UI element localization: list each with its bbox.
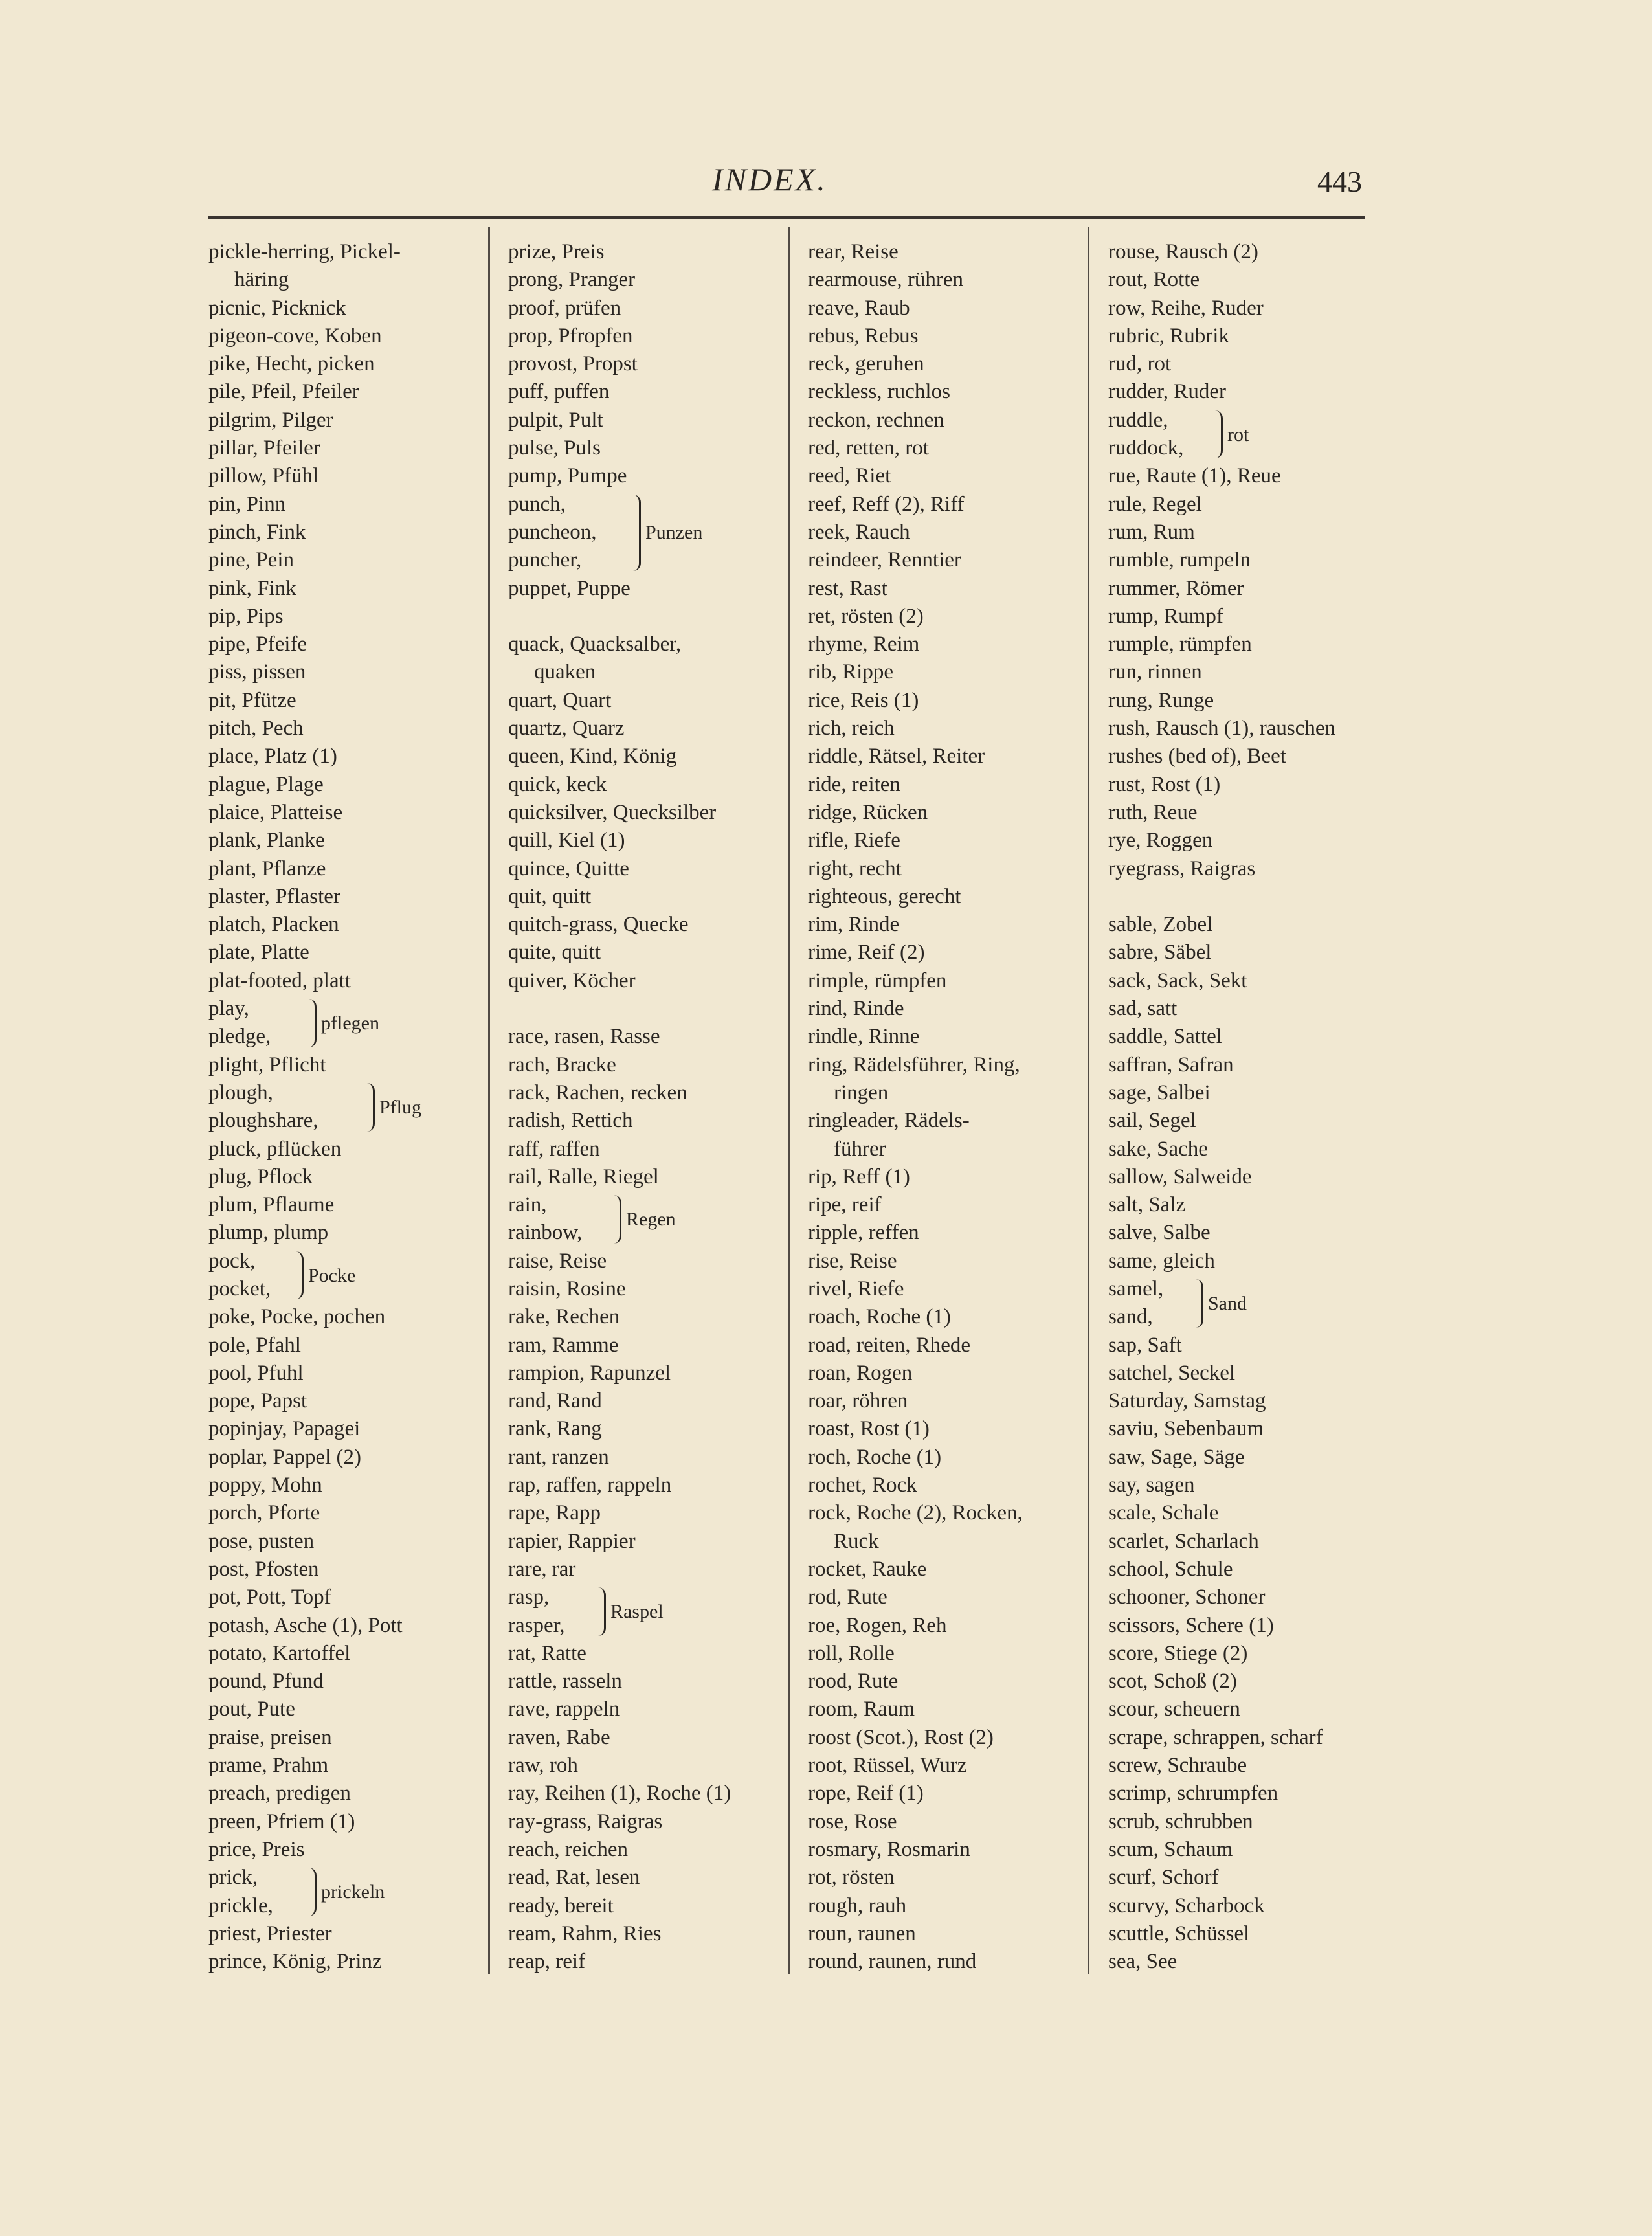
index-entry: run, rinnen: [1108, 660, 1202, 684]
index-entry: pluck, pflücken: [208, 1137, 342, 1161]
index-entry: saviu, Sebenbaum: [1108, 1417, 1264, 1441]
index-entry: sake, Sache: [1108, 1137, 1208, 1161]
index-entry: rifle, Riefe: [808, 829, 900, 853]
index-entry: rudder, Ruder: [1108, 380, 1226, 404]
index-entry: rhyme, Reim: [808, 632, 920, 656]
bracket-group-word: rain,: [508, 1193, 547, 1217]
index-entry: preen, Pfriem (1): [208, 1809, 355, 1833]
bracket-group: [508, 1583, 793, 1640]
index-entry: ridge, Rücken: [808, 800, 928, 824]
index-entry: pitch, Pech: [208, 717, 304, 741]
curly-brace: [1192, 1279, 1203, 1328]
index-entry: pulpit, Pult: [508, 408, 603, 432]
index-entry: sap, Saft: [1108, 1333, 1182, 1357]
index-entry: reck, geruhen: [808, 352, 924, 376]
index-entry: quite, quitt: [508, 941, 601, 965]
index-entry: pot, Pott, Topf: [208, 1585, 331, 1609]
index-entry: score, Stiege (2): [1108, 1641, 1248, 1665]
index-entry: roar, röhren: [808, 1389, 908, 1413]
index-entry: rant, ranzen: [508, 1445, 609, 1469]
index-entry: raisin, Rosine: [508, 1277, 626, 1301]
index-entry: plaster, Pflaster: [208, 884, 340, 908]
index-entry: rust, Rost (1): [1108, 772, 1221, 796]
index-entry-continuation: häring: [234, 268, 289, 292]
index-entry: row, Reihe, Ruder: [1108, 296, 1264, 320]
index-entry: roast, Rost (1): [808, 1417, 930, 1441]
curly-brace: [306, 999, 317, 1047]
index-entry: reave, Raub: [808, 296, 910, 320]
index-entry: rind, Rinde: [808, 997, 904, 1021]
index-entry: raise, Reise: [508, 1249, 607, 1273]
index-entry: rapier, Rappier: [508, 1529, 636, 1553]
index-entry: pound, Pfund: [208, 1670, 324, 1694]
index-entry: pope, Papst: [208, 1389, 307, 1413]
index-column-4: [1108, 238, 1393, 1976]
index-entry: ruth, Reue: [1108, 800, 1198, 824]
index-entry: sallow, Salweide: [1108, 1165, 1252, 1189]
bracket-group: [1108, 1275, 1393, 1332]
curly-brace: [595, 1587, 606, 1636]
index-entry: pipe, Pfeife: [208, 632, 307, 656]
index-entry: rice, Reis (1): [808, 688, 919, 712]
index-entry: school, Schule: [1108, 1557, 1233, 1581]
index-entry: quiver, Köcher: [508, 968, 636, 992]
index-entry: rod, Rute: [808, 1585, 887, 1609]
index-entry: prince, König, Prinz: [208, 1950, 382, 1974]
index-entry: satchel, Seckel: [1108, 1361, 1236, 1385]
index-entry: rye, Roggen: [1108, 829, 1213, 853]
index-entry: quart, Quart: [508, 688, 612, 712]
index-entry: scarlet, Scharlach: [1108, 1529, 1259, 1553]
bracket-group: [508, 1191, 793, 1247]
index-entry: poplar, Pappel (2): [208, 1445, 362, 1469]
index-entry: rime, Reif (2): [808, 941, 925, 965]
index-entry: plum, Pflaume: [208, 1193, 335, 1217]
index-entry: ray-grass, Raigras: [508, 1809, 663, 1833]
bracket-group-shared: Sand: [1208, 1292, 1247, 1314]
index-entry: potash, Asche (1), Pott: [208, 1613, 403, 1637]
index-entry: pinch, Fink: [208, 520, 306, 544]
index-entry: plaice, Platteise: [208, 800, 343, 824]
index-entry: rand, Rand: [508, 1389, 602, 1413]
index-entry: priest, Priester: [208, 1921, 332, 1945]
index-entry: ram, Ramme: [508, 1333, 619, 1357]
bracket-group-word: puncheon,: [508, 520, 597, 544]
index-entry: pile, Pfeil, Pfeiler: [208, 380, 359, 404]
index-entry: rummer, Römer: [1108, 576, 1244, 600]
index-entry: popinjay, Papagei: [208, 1417, 361, 1441]
index-entry: quicksilver, Quecksilber: [508, 800, 717, 824]
index-entry: quince, Quitte: [508, 856, 629, 880]
index-entry: scurvy, Scharbock: [1108, 1894, 1265, 1917]
letter-gap: [508, 995, 793, 1023]
index-entry: rach, Bracke: [508, 1053, 616, 1077]
bracket-group-shared: pflegen: [321, 1012, 379, 1034]
index-entry: ripple, reffen: [808, 1221, 919, 1245]
index-entry: road, reiten, Rhede: [808, 1333, 971, 1357]
index-entry: pit, Pfütze: [208, 688, 296, 712]
index-entry: raff, raffen: [508, 1137, 600, 1161]
index-entry: rindle, Rinne: [808, 1025, 920, 1049]
index-entry: rocket, Rauke: [808, 1557, 927, 1581]
index-entry: scrape, schrappen, scharf: [1108, 1725, 1323, 1749]
index-entry: rank, Rang: [508, 1417, 602, 1441]
index-entry: quitch-grass, Quecke: [508, 913, 689, 937]
curly-brace: [630, 495, 641, 571]
index-entry: ripe, reif: [808, 1193, 882, 1217]
index-entry: pillar, Pfeiler: [208, 436, 320, 460]
index-entry: plague, Plage: [208, 772, 324, 796]
index-entry: same, gleich: [1108, 1249, 1215, 1273]
bracket-group-shared: rot: [1227, 423, 1249, 445]
index-entry: rattle, rasseln: [508, 1670, 622, 1694]
index-entry: plug, Pflock: [208, 1165, 313, 1189]
index-entry: poke, Pocke, pochen: [208, 1305, 386, 1329]
index-entry: red, retten, rot: [808, 436, 929, 460]
index-entry: price, Preis: [208, 1837, 305, 1861]
index-entry: rivel, Riefe: [808, 1277, 904, 1301]
index-entry: scale, Schale: [1108, 1501, 1219, 1525]
index-entry: rot, rösten: [808, 1866, 895, 1890]
bracket-group-shared: Regen: [626, 1209, 676, 1231]
index-entry: poppy, Mohn: [208, 1473, 322, 1497]
index-entry: reindeer, Renntier: [808, 548, 961, 572]
index-entry: read, Rat, lesen: [508, 1866, 640, 1890]
index-entry: round, raunen, rund: [808, 1950, 977, 1974]
index-entry-continuation: ringen: [834, 1080, 889, 1104]
index-entry: race, rasen, Rasse: [508, 1025, 660, 1049]
index-entry: rich, reich: [808, 717, 895, 741]
index-entry: raven, Rabe: [508, 1725, 610, 1749]
index-entry: pout, Pute: [208, 1697, 295, 1721]
index-entry-continuation: Ruck: [834, 1529, 879, 1553]
index-entry: rump, Rumpf: [1108, 604, 1223, 628]
index-entry: riddle, Rätsel, Reiter: [808, 744, 985, 768]
index-entry: salve, Salbe: [1108, 1221, 1211, 1245]
index-entry-continuation: führer: [834, 1137, 886, 1161]
index-entry: pilgrim, Pilger: [208, 408, 333, 432]
index-entry: plump, plump: [208, 1221, 329, 1245]
index-entry: rearmouse, rühren: [808, 268, 964, 292]
bracket-group: [208, 1079, 493, 1135]
index-entry: rimple, rümpfen: [808, 968, 947, 992]
bracket-group-shared: prickeln: [321, 1881, 385, 1903]
index-entry: rosmary, Rosmarin: [808, 1837, 970, 1861]
index-entry: rat, Ratte: [508, 1641, 586, 1665]
bracket-group-word: rasp,: [508, 1585, 550, 1609]
index-entry: root, Rüssel, Wurz: [808, 1754, 967, 1778]
index-entry: rung, Runge: [1108, 688, 1214, 712]
letter-gap: [1108, 883, 1393, 911]
index-entry: pose, pusten: [208, 1529, 315, 1553]
index-entry: saw, Sage, Säge: [1108, 1445, 1245, 1469]
curly-brace: [1212, 410, 1223, 459]
index-entry: saffran, Safran: [1108, 1053, 1234, 1077]
index-entry: rear, Reise: [808, 240, 899, 263]
index-entry: rock, Roche (2), Rocken,: [808, 1501, 1023, 1525]
index-entry: quartz, Quarz: [508, 717, 625, 741]
index-column-3: [808, 238, 1093, 1976]
index-entry: radish, Rettich: [508, 1109, 633, 1133]
index-entry: raw, roh: [508, 1754, 578, 1778]
index-entry: rape, Rapp: [508, 1501, 601, 1525]
index-entry: reed, Riet: [808, 464, 891, 488]
index-entry: pump, Pumpe: [508, 464, 627, 488]
index-entry: pin, Pinn: [208, 492, 286, 516]
index-entry: right, recht: [808, 856, 902, 880]
bracket-group-word: ruddock,: [1108, 436, 1184, 460]
index-entry: puff, puffen: [508, 380, 610, 404]
index-entry: pulse, Puls: [508, 436, 601, 460]
index-entry: righteous, gerecht: [808, 884, 961, 908]
bracket-group-word: puncher,: [508, 548, 582, 572]
index-entry: prize, Preis: [508, 240, 605, 263]
index-entry: rochet, Rock: [808, 1473, 917, 1497]
index-entry: ryegrass, Raigras: [1108, 856, 1256, 880]
index-entry: roun, raunen: [808, 1921, 916, 1945]
bracket-group-word: sand,: [1108, 1305, 1153, 1329]
index-entry: pickle-herring, Pickel-: [208, 240, 401, 263]
curly-brace: [610, 1195, 621, 1244]
index-entry: rail, Ralle, Riegel: [508, 1165, 659, 1189]
index-entry: schooner, Schoner: [1108, 1585, 1266, 1609]
index-entry: scurf, Schorf: [1108, 1866, 1219, 1890]
index-entry: reckless, ruchlos: [808, 380, 950, 404]
bracket-group-word: samel,: [1108, 1277, 1164, 1301]
index-entry: rule, Regel: [1108, 492, 1202, 516]
bracket-group: [508, 491, 793, 575]
index-entry: reef, Reff (2), Riff: [808, 492, 965, 516]
index-entry: pink, Fink: [208, 576, 296, 600]
index-entry: rip, Reff (1): [808, 1165, 910, 1189]
index-entry: rebus, Rebus: [808, 324, 919, 348]
index-entry: potato, Kartoffel: [208, 1641, 351, 1665]
index-entry: rue, Raute (1), Reue: [1108, 464, 1281, 488]
index-entry: rise, Reise: [808, 1249, 897, 1273]
index-entry: rampion, Rapunzel: [508, 1361, 671, 1385]
bracket-group-word: rasper,: [508, 1613, 565, 1637]
index-entry: rib, Rippe: [808, 660, 893, 684]
bracket-group-word: pledge,: [208, 1025, 271, 1049]
curly-brace: [306, 1868, 317, 1916]
page-header: [207, 161, 1372, 212]
index-entry: roch, Roche (1): [808, 1445, 942, 1469]
index-entry: proof, prüfen: [508, 296, 621, 320]
index-entry: pip, Pips: [208, 604, 284, 628]
index-entry: ret, rösten (2): [808, 604, 924, 628]
index-entry: rumple, rümpfen: [1108, 632, 1252, 656]
index-entry: ream, Rahm, Ries: [508, 1921, 662, 1945]
index-entry: roost (Scot.), Rost (2): [808, 1725, 994, 1749]
bracket-group-shared: Raspel: [610, 1601, 664, 1623]
index-column-1: [208, 238, 493, 1976]
index-entry: Saturday, Samstag: [1108, 1389, 1266, 1413]
index-entry: sable, Zobel: [1108, 913, 1213, 937]
bracket-group-word: prickle,: [208, 1894, 273, 1917]
index-entry: rubric, Rubrik: [1108, 324, 1229, 348]
index-entry: rouse, Rausch (2): [1108, 240, 1258, 263]
index-entry: pine, Pein: [208, 548, 294, 572]
index-entry: ray, Reihen (1), Roche (1): [508, 1782, 731, 1806]
letter-gap: [508, 603, 793, 631]
index-entry: rush, Rausch (1), rauschen: [1108, 717, 1335, 741]
index-entry: rum, Rum: [1108, 520, 1195, 544]
bracket-group-word: punch,: [508, 492, 566, 516]
index-entry: pool, Pfuhl: [208, 1361, 304, 1385]
index-entry: reap, reif: [508, 1950, 586, 1974]
bracket-group-word: pock,: [208, 1249, 256, 1273]
index-entry: sage, Salbei: [1108, 1080, 1211, 1104]
index-entry: plate, Platte: [208, 941, 309, 965]
index-entry: rope, Reif (1): [808, 1782, 924, 1806]
index-entry: ring, Rädelsführer, Ring,: [808, 1053, 1020, 1077]
index-entry: roe, Rogen, Reh: [808, 1613, 947, 1637]
index-entry: rout, Rotte: [1108, 268, 1200, 292]
index-entry: rood, Rute: [808, 1670, 899, 1694]
index-entry-continuation: quaken: [534, 660, 596, 684]
index-entry: rap, raffen, rappeln: [508, 1473, 672, 1497]
index-entry: picnic, Picknick: [208, 296, 346, 320]
index-entry: saddle, Sattel: [1108, 1025, 1222, 1049]
curly-brace: [364, 1083, 375, 1132]
index-entry: screw, Schraube: [1108, 1754, 1247, 1778]
bracket-group-word: rainbow,: [508, 1221, 583, 1245]
index-entry: rough, rauh: [808, 1894, 907, 1917]
index-entry: rose, Rose: [808, 1809, 897, 1833]
index-entry: scrub, schrubben: [1108, 1809, 1253, 1833]
index-entry: roach, Roche (1): [808, 1305, 951, 1329]
index-entry: rave, rappeln: [508, 1697, 620, 1721]
index-entry: scum, Schaum: [1108, 1837, 1233, 1861]
index-entry: ride, reiten: [808, 772, 900, 796]
index-entry: queen, Kind, König: [508, 744, 677, 768]
index-entry: sail, Segel: [1108, 1109, 1196, 1133]
index-entry: sack, Sack, Sekt: [1108, 968, 1247, 992]
bracket-group-shared: Punzen: [645, 521, 703, 543]
index-entry: salt, Salz: [1108, 1193, 1186, 1217]
index-entry: rud, rot: [1108, 352, 1172, 376]
index-entry: pike, Hecht, picken: [208, 352, 375, 376]
bracket-group-shared: Pflug: [379, 1096, 422, 1118]
index-entry: ringleader, Rädels-: [808, 1109, 970, 1133]
index-column-2: [508, 238, 793, 1976]
index-entry: reek, Rauch: [808, 520, 910, 544]
index-entry: pigeon-cove, Koben: [208, 324, 382, 348]
bracket-group-word: ploughshare,: [208, 1109, 318, 1133]
index-entry: quill, Kiel (1): [508, 829, 625, 853]
index-entry: platch, Placken: [208, 913, 339, 937]
index-entry: rim, Rinde: [808, 913, 900, 937]
index-entry: ready, bereit: [508, 1894, 614, 1917]
index-entry: scour, scheuern: [1108, 1697, 1240, 1721]
index-entry: rare, rar: [508, 1557, 576, 1581]
index-entry: roan, Rogen: [808, 1361, 913, 1385]
curly-brace: [293, 1251, 304, 1300]
index-entry: preach, predigen: [208, 1782, 351, 1806]
index-entry: post, Pfosten: [208, 1557, 319, 1581]
index-entry: place, Platz (1): [208, 744, 337, 768]
bracket-group-word: plough,: [208, 1080, 273, 1104]
index-entry: pole, Pfahl: [208, 1333, 301, 1357]
index-entry: reach, reichen: [508, 1837, 629, 1861]
bracket-group: [208, 1247, 493, 1304]
index-entry: scot, Schoß (2): [1108, 1670, 1237, 1694]
index-entry: praise, preisen: [208, 1725, 332, 1749]
index-entry: rack, Rachen, recken: [508, 1080, 687, 1104]
index-entry: provost, Propst: [508, 352, 638, 376]
bracket-group-shared: Pocke: [308, 1264, 356, 1286]
header-rule: [208, 216, 1365, 219]
index-entry: prong, Pranger: [508, 268, 636, 292]
index-entry: prame, Prahm: [208, 1754, 329, 1778]
index-entry: prop, Pfropfen: [508, 324, 633, 348]
index-entry: sad, satt: [1108, 997, 1178, 1021]
index-entry: pillow, Pfühl: [208, 464, 319, 488]
bracket-group: [208, 1864, 493, 1920]
index-entry: piss, pissen: [208, 660, 306, 684]
index-entry: plight, Pflicht: [208, 1053, 326, 1077]
bracket-group-word: play,: [208, 997, 249, 1021]
index-entry: quick, keck: [508, 772, 607, 796]
index-entry: puppet, Puppe: [508, 576, 631, 600]
bracket-group-word: pocket,: [208, 1277, 271, 1301]
index-entry: plank, Planke: [208, 829, 325, 853]
index-entry: plat-footed, platt: [208, 968, 351, 992]
index-entry: rest, Rast: [808, 576, 887, 600]
index-entry: room, Raum: [808, 1697, 915, 1721]
index-entry: reckon, rechnen: [808, 408, 944, 432]
bracket-group-word: ruddle,: [1108, 408, 1168, 432]
index-entry: scrimp, schrumpfen: [1108, 1782, 1278, 1806]
page-title: INDEX.: [712, 161, 827, 197]
index-entry: plant, Pflanze: [208, 856, 326, 880]
index-entry: scissors, Schere (1): [1108, 1613, 1274, 1637]
bracket-group: [1108, 407, 1393, 463]
index-entry: rumble, rumpeln: [1108, 548, 1251, 572]
index-entry: porch, Pforte: [208, 1501, 320, 1525]
index-entry: rake, Rechen: [508, 1305, 620, 1329]
index-entry: scuttle, Schüssel: [1108, 1921, 1250, 1945]
bracket-group: [208, 995, 493, 1051]
page-number: 443: [1317, 165, 1362, 198]
bracket-group-word: prick,: [208, 1866, 258, 1890]
index-entry: sabre, Säbel: [1108, 941, 1212, 965]
index-entry: quack, Quacksalber,: [508, 632, 682, 656]
index-entry: sea, See: [1108, 1950, 1178, 1974]
index-entry: roll, Rolle: [808, 1641, 895, 1665]
index-entry: say, sagen: [1108, 1473, 1195, 1497]
index-entry: rushes (bed of), Beet: [1108, 744, 1286, 768]
index-entry: quit, quitt: [508, 884, 592, 908]
